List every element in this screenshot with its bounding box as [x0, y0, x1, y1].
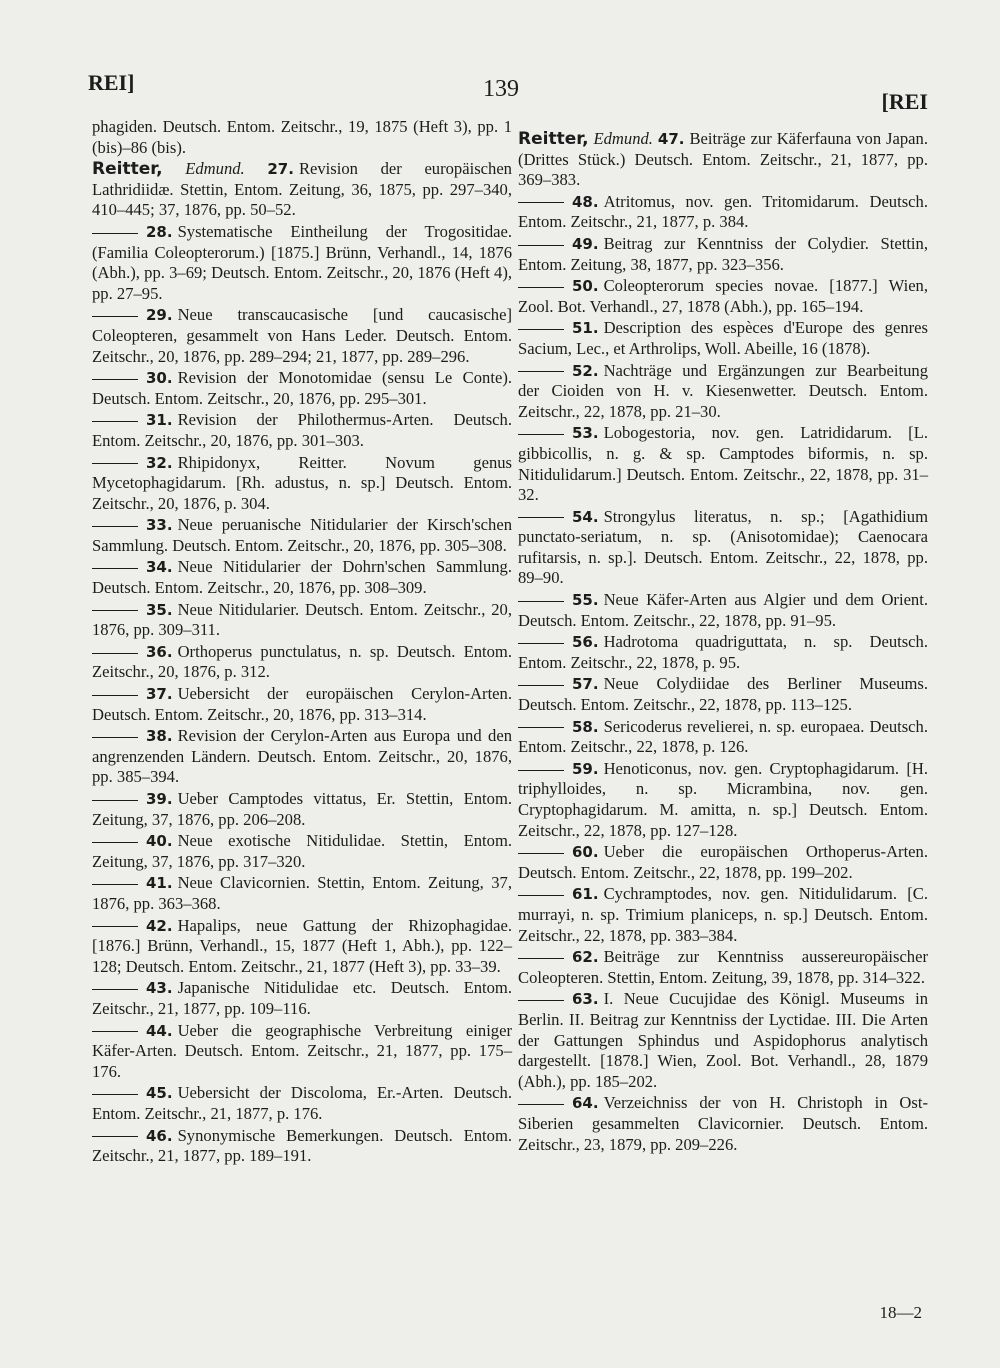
author-first-name: Edmund. [185, 159, 245, 179]
entry-number: 27. [267, 160, 294, 179]
ditto-dash [518, 853, 564, 854]
entry-number: 53. [572, 424, 599, 443]
entry-text: Neue transcaucasische [und caucasische] Coleopteren, gesammelt von Hans Leder. Deutsch. Entom. Zeitschr., 20, 1876, pp. 289–294; 21, 1877, pp. 289–296. [92, 305, 512, 366]
entry-number: 54. [572, 507, 599, 526]
ditto-dash [92, 316, 138, 317]
ditto-dash [92, 989, 138, 990]
entry-text: Beiträge zur Käferfauna von Japan. (Drittes Stück.) Deutsch. Entom. Zeitschr., 21, 1877, pp. 369–383. [518, 129, 928, 190]
entry-text: Uebersicht der Discoloma, Er.-Arten. Deutsch. Entom. Zeitschr., 21, 1877, p. 176. [92, 1083, 512, 1123]
bibliography-entry [92, 410, 512, 451]
entry-number: 37. [146, 685, 173, 704]
bibliography-entry [518, 507, 928, 589]
bibliography-entry [92, 684, 512, 725]
bibliography-entry [92, 642, 512, 683]
ditto-dash [518, 958, 564, 959]
bibliography-entry [92, 978, 512, 1019]
entry-number: 47. [657, 130, 685, 148]
bibliography-entry [518, 234, 928, 275]
bibliography-entry [92, 916, 512, 978]
bibliography-entry [92, 1021, 512, 1083]
entry-number: 40. [146, 832, 173, 851]
bibliography-entry [518, 1093, 928, 1155]
entry-number: 51. [572, 319, 599, 338]
bibliography-entry [92, 222, 512, 304]
entry-number: 33. [146, 516, 173, 535]
entry-number: 43. [146, 979, 173, 998]
bibliography-entry [518, 717, 928, 758]
ditto-dash [92, 1136, 138, 1137]
bibliography-entry [92, 789, 512, 830]
ditto-dash [92, 526, 138, 527]
entry-text: Nachträge und Ergänzungen zur Bearbeitung der Cioiden von H. v. Kiesenwetter. Deutsch. Entom. Zeitschr., 22, 1878, pp. 21–30. [518, 360, 928, 421]
ditto-dash [92, 463, 138, 464]
entry-number: 46. [146, 1126, 173, 1145]
bibliography-entry [518, 842, 928, 883]
bibliography-entry [92, 1083, 512, 1124]
entry-text: Hapalips, neue Gattung der Rhizophagidae. [1876.] Brünn, Verhandl., 15, 1877 (Heft 1, Abh.), pp. 122–128; Deutsch. Entom. Zeitschr., 21, 1877 (Heft 3), pp. 33–39. [92, 915, 512, 976]
entry-text: Hadrotoma quadriguttata, n. sp. Deutsch. Entom. Zeitschr., 22, 1878, p. 95. [518, 632, 928, 672]
bibliography-entry [518, 318, 928, 359]
entry-text: Rhipidonyx, Reitter. Novum genus Mycetophagidarum. [Rh. adustus, n. sp.] Deutsch. Entom. Zeitschr., 20, 1876, p. 304. [92, 452, 512, 513]
entry-text: Ueber die europäischen Orthoperus-Arten. Deutsch. Entom. Zeitschr., 22, 1878, pp. 199–202. [518, 842, 928, 882]
author-name: Reitter, [92, 159, 163, 180]
right-entry-list [518, 129, 928, 1155]
entry-number: 52. [572, 361, 599, 380]
bibliography-entry [92, 873, 512, 914]
signature-mark: 18—2 [879, 1303, 922, 1322]
ditto-dash [92, 926, 138, 927]
entry-number: 63. [572, 990, 599, 1009]
entry-number: 60. [572, 843, 599, 862]
bibliography-entry [92, 368, 512, 409]
ditto-dash [518, 434, 564, 435]
ditto-dash [92, 842, 138, 843]
entry-number: 42. [146, 916, 173, 935]
entry-number: 44. [146, 1021, 173, 1040]
author-name: Reitter, [518, 129, 589, 149]
bibliography-entry [92, 159, 512, 221]
author-first-name: Edmund. [593, 129, 653, 148]
ditto-dash [518, 727, 564, 728]
entry-number: 57. [572, 675, 599, 694]
bibliography-entry [92, 831, 512, 872]
entry-number: 58. [572, 717, 599, 736]
entry-number: 36. [146, 642, 173, 661]
ditto-dash [92, 737, 138, 738]
entry-text: Systematische Eintheilung der Trogositidae. (Familia Coleopterorum.) [1875.] Brünn, Verhandl., 14, 1876 (Abh.), pp. 3–69; Deutsch. Entom. Zeitschr., 20, 1876 (Heft 4), pp. 27–95. [92, 221, 512, 303]
ditto-dash [518, 685, 564, 686]
entry-text: Revision der Monotomidae (sensu Le Conte). Deutsch. Entom. Zeitschr., 20, 1876, pp. 295–301. [92, 368, 512, 408]
entry-text: Synonymische Bemerkungen. Deutsch. Entom. Zeitschr., 21, 1877, pp. 189–191. [92, 1125, 512, 1166]
entry-number: 31. [146, 411, 173, 430]
entry-text: Ueber die geographische Verbreitung einiger Käfer-Arten. Deutsch. Entom. Zeitschr., 21, 1877, pp. 175–176. [92, 1020, 512, 1081]
continuation-text: phagiden. Deutsch. Entom. Zeitschr., 19, 1875 (Heft 3), pp. 1 (bis)–86 (bis). [92, 117, 512, 157]
bibliography-entry [518, 759, 928, 841]
entry-number: 38. [146, 727, 173, 746]
bibliography-entry [518, 129, 928, 191]
ditto-dash [92, 800, 138, 801]
bibliography-entry [518, 361, 928, 423]
bibliography-entry [92, 726, 512, 788]
ditto-dash [92, 233, 138, 234]
entry-number: 29. [146, 306, 173, 325]
bibliography-entry [518, 276, 928, 317]
left-entry-list [92, 159, 512, 1167]
entry-text: Neue Nitidularier. Deutsch. Entom. Zeitschr., 20, 1876, pp. 309–311. [92, 599, 512, 640]
ditto-dash [518, 287, 564, 288]
ditto-dash [518, 329, 564, 330]
entry-text: Verzeichniss der von H. Christoph in Ost-Siberien gesammelten Clavicornier. Deutsch. Entom. Zeitschr., 23, 1879, pp. 209–226. [518, 1093, 928, 1154]
entry-number: 39. [146, 790, 173, 808]
ditto-dash [518, 1000, 564, 1001]
ditto-dash [92, 1094, 138, 1095]
entry-text: Neue Colydiidae des Berliner Museums. Deutsch. Entom. Zeitschr., 22, 1878, pp. 113–125. [518, 674, 928, 715]
entry-text: Sericoderus revelierei, n. sp. europaea. Deutsch. Entom. Zeitschr., 22, 1878, p. 126. [518, 716, 928, 757]
entry-text: Neue Clavicornien. Stettin, Entom. Zeitung, 37, 1876, pp. 363–368. [92, 873, 512, 913]
ditto-dash [92, 653, 138, 654]
entry-text: Neue Käfer-Arten aus Algier und dem Orient. Deutsch. Entom. Zeitschr., 22, 1878, pp. 91–95. [518, 590, 928, 630]
ditto-dash [92, 610, 138, 611]
entry-text: Henoticonus, nov. gen. Cryptophagidarum. [H. triphylloides, n. sp. Micrambina, nov. gen. Cryptophagidarum. M. amitta, n. sp.] Deutsch. Entom. Zeitschr., 22, 1878, pp. 127–128. [518, 758, 928, 840]
entry-number: 64. [572, 1094, 599, 1113]
ditto-dash [518, 643, 564, 644]
ditto-dash [92, 568, 138, 569]
entry-text: Revision der Cerylon-Arten aus Europa und den angrenzenden Ländern. Deutsch. Entom. Zeitschr., 20, 1876, pp. 385–394. [92, 726, 512, 787]
entry-text: Coleopterorum species novae. [1877.] Wien, Zool. Bot. Verhandl., 27, 1878 (Abh.), pp. 165–194. [518, 276, 928, 316]
entry-number: 48. [572, 192, 599, 211]
entry-number: 30. [146, 369, 173, 388]
entry-text: Neue exotische Nitidulidae. Stettin, Entom. Zeitung, 37, 1876, pp. 317–320. [92, 831, 512, 871]
entry-text: Description des espèces d'Europe des genres Sacium, Lec., et Arthrolips, Woll. Abeille, 16 (1878). [518, 318, 928, 358]
bibliography-entry [92, 600, 512, 641]
running-head-left: REI] [88, 70, 135, 95]
entry-text: Orthoperus punctulatus, n. sp. Deutsch. Entom. Zeitschr., 20, 1876, p. 312. [92, 641, 512, 682]
running-head-right: [REI [881, 89, 928, 114]
ditto-dash [92, 379, 138, 380]
entry-text: Revision der Philothermus-Arten. Deutsch. Entom. Zeitschr., 20, 1876, pp. 301–303. [92, 410, 512, 450]
bibliography-entry [518, 632, 928, 673]
entry-text: Cychramptodes, nov. gen. Nitidulidarum. [C. murrayi, n. sp. Trimium planiceps, n. sp.] Deutsch. Entom. Zeitschr., 22, 1878, pp. 383–384. [518, 884, 928, 945]
ditto-dash [518, 371, 564, 372]
entry-number: 34. [146, 558, 173, 577]
entry-text: Neue peruanische Nitidularier der Kirsch'schen Sammlung. Deutsch. Entom. Zeitschr., 20, 1876, pp. 305–308. [92, 515, 512, 555]
ditto-dash [518, 517, 564, 518]
entry-number: 35. [146, 600, 173, 619]
entry-number: 49. [572, 234, 599, 253]
page-number: 139 [483, 76, 519, 102]
left-column [92, 117, 512, 1168]
bibliography-entry [518, 423, 928, 505]
ditto-dash [518, 770, 564, 771]
bibliography-entry [518, 590, 928, 631]
bibliography-entry [518, 989, 928, 1092]
entry-text: Revision der europäischen Lathridiidæ. Stettin, Entom. Zeitung, 36, 1875, pp. 297–340, 410–445; 37, 1876, pp. 50–52. [92, 159, 512, 220]
bibliography-entry [92, 515, 512, 556]
entry-number: 55. [572, 591, 599, 610]
bibliography-entry [518, 674, 928, 715]
bibliography-entry [92, 1126, 512, 1167]
bibliography-entry [92, 305, 512, 367]
bibliography-entry [518, 192, 928, 233]
entry-text: Beiträge zur Kenntniss aussereuropäischer Coleopteren. Stettin, Entom. Zeitung, 39, 1878, pp. 314–322. [518, 947, 928, 987]
entry-number: 56. [572, 633, 599, 652]
ditto-dash [518, 202, 564, 203]
entry-number: 62. [572, 948, 599, 967]
entry-number: 32. [146, 453, 173, 472]
ditto-dash [518, 245, 564, 246]
ditto-dash [518, 895, 564, 896]
entry-number: 50. [572, 277, 599, 296]
entry-text: Ueber Camptodes vittatus, Er. Stettin, Entom. Zeitung, 37, 1876, pp. 206–208. [92, 789, 512, 829]
right-column [518, 129, 928, 1156]
ditto-dash [518, 1104, 564, 1105]
entry-number: 28. [146, 222, 173, 241]
entry-text: Strongylus literatus, n. sp.; [Agathidium punctato-seriatum, n. sp. (Anisotomidae); Caenocara rufitarsis, n. sp.]. Deutsch. Entom. Zeitschr., 22, 1878, pp. 89–90. [518, 506, 928, 588]
entry-number: 41. [146, 874, 173, 893]
ditto-dash [92, 421, 138, 422]
entry-text: Japanische Nitidulidae etc. Deutsch. Entom. Zeitschr., 21, 1877, pp. 109–116. [92, 978, 512, 1018]
entry-text: Atritomus, nov. gen. Tritomidarum. Deutsch. Entom. Zeitschr., 21, 1877, p. 384. [518, 191, 928, 232]
entry-text: Uebersicht der europäischen Cerylon-Arten. Deutsch. Entom. Zeitschr., 20, 1876, pp. 313–314. [92, 684, 512, 724]
ditto-dash [518, 601, 564, 602]
entry-text: Lobogestoria, nov. gen. Latrididarum. [L. gibbicollis, n. g. & sp. Camptodes biformis, n. sp. Nitidulidarum.] Deutsch. Entom. Zeitschr., 22, 1878, pp. 31–32. [518, 423, 928, 505]
entry-text: Beitrag zur Kenntniss der Colydier. Stettin, Entom. Zeitung, 38, 1877, pp. 323–356. [518, 233, 928, 274]
bibliography-entry [92, 453, 512, 515]
entry-number: 59. [572, 759, 599, 778]
entry-text: I. Neue Cucujidae des Königl. Museums in Berlin. II. Beitrag zur Kenntniss der Lyctidae. III. Die Arten der Gattungen Sphindus und Aspidophorus analytisch dargestellt. [1878.] Wien, Zool. Bot. Verhandl., 28, 1879 (Abh.), pp. 185–202. [518, 989, 928, 1091]
bibliography-entry [92, 557, 512, 598]
ditto-dash [92, 695, 138, 696]
entry-text: Neue Nitidularier der Dohrn'schen Sammlung. Deutsch. Entom. Zeitschr., 20, 1876, pp. 308–309. [92, 557, 512, 598]
entry-number: 45. [146, 1084, 173, 1103]
ditto-dash [92, 884, 138, 885]
entry-number: 61. [572, 885, 599, 904]
bibliography-entry [518, 884, 928, 946]
ditto-dash [92, 1031, 138, 1032]
bibliography-entry [518, 947, 928, 988]
